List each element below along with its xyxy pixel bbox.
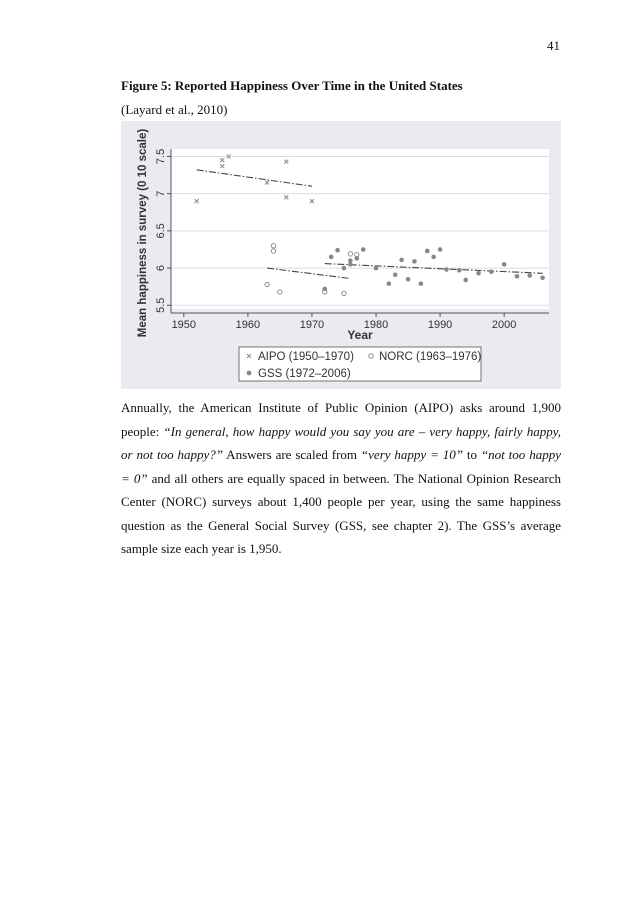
data-point-gss xyxy=(425,249,430,254)
x-axis-label: Year xyxy=(347,328,373,342)
paragraph-part-3: to xyxy=(463,447,481,462)
body-paragraph xyxy=(121,396,561,561)
paragraph-part-4: and all others are equally spaced in between. The National Opinion Research Center (NORC) surveys about 1,400 people per year, using the same happiness question as the General Social Survey (GSS, see chapter 2). The GSS’s average sample size each year is 1,950. xyxy=(121,470,561,556)
data-point-gss xyxy=(438,247,443,252)
figure-title: Figure 5: Reported Happiness Over Time in the United States xyxy=(121,78,463,93)
data-point-gss xyxy=(399,258,404,263)
x-tick-label: 1970 xyxy=(299,319,325,331)
data-point-gss xyxy=(463,278,468,283)
very-happy-quote: “very happy = 10” xyxy=(360,447,464,462)
legend-label-aipo: AIPO (1950–1970) xyxy=(258,351,354,363)
data-point-gss xyxy=(476,271,481,276)
data-point-gss xyxy=(354,256,359,261)
data-point-gss xyxy=(361,247,366,252)
data-point-gss xyxy=(387,281,392,286)
y-tick-label: 5.5 xyxy=(155,297,167,313)
y-axis-label: Mean happiness in survey (0 10 scale) xyxy=(137,128,149,338)
data-point-gss xyxy=(457,268,462,273)
paragraph-part-2: Answers are scaled from xyxy=(223,447,361,462)
paragraph-text xyxy=(121,396,561,561)
y-tick-label: 6.5 xyxy=(155,223,167,239)
legend-label-norc: NORC (1963–1976) xyxy=(379,351,482,363)
data-point-gss xyxy=(329,255,334,260)
data-point-gss xyxy=(322,287,327,292)
happiness-chart xyxy=(121,121,561,389)
data-point-gss xyxy=(515,274,520,279)
data-point-gss xyxy=(444,267,449,272)
x-tick-label: 2000 xyxy=(491,319,517,331)
data-point-gss xyxy=(406,277,411,282)
x-tick-label: 1950 xyxy=(171,319,197,331)
data-point-gss xyxy=(393,272,398,277)
legend-label-gss: GSS (1972–2006) xyxy=(258,368,351,380)
paragraph-part-1: Annually, the American Institute of Public Opinion (AIPO) asks around 1,900 people: xyxy=(121,400,561,439)
data-point-gss xyxy=(489,269,494,274)
chart-figure xyxy=(121,121,561,389)
data-point-gss xyxy=(540,275,545,280)
data-point-gss xyxy=(431,255,436,260)
data-point-gss xyxy=(527,273,532,278)
x-tick-label: 1960 xyxy=(235,319,261,331)
data-point-gss xyxy=(502,262,507,267)
data-point-gss xyxy=(342,266,347,271)
legend-marker-gss xyxy=(247,371,252,376)
page-number: 41 xyxy=(547,38,560,53)
data-point-gss xyxy=(374,266,379,271)
data-point-gss xyxy=(348,258,353,263)
y-tick-label: 7.5 xyxy=(155,148,167,165)
x-tick-label: 1980 xyxy=(363,319,389,331)
y-tick-label: 7 xyxy=(155,190,167,197)
data-point-gss xyxy=(335,248,340,253)
not-too-happy-quote: “not too happy = 0” xyxy=(121,447,561,486)
data-point-gss xyxy=(419,281,424,286)
y-tick-label: 6 xyxy=(155,265,167,272)
data-point-gss xyxy=(412,259,417,264)
survey-question-quote: “In general, how happy would you say you are – very happy, fairly happy, or not too happy?” xyxy=(121,423,561,462)
figure-source: (Layard et al., 2010) xyxy=(121,102,228,117)
x-tick-label: 1990 xyxy=(427,319,453,331)
plot-area xyxy=(171,149,549,309)
legend xyxy=(239,347,481,381)
